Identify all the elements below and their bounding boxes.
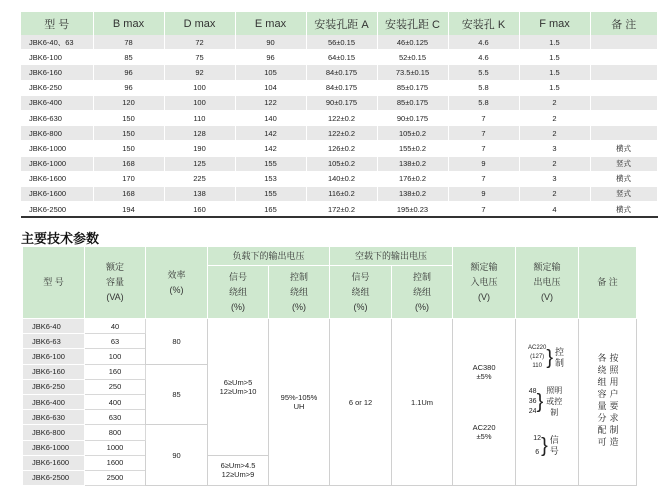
dimensions-cell: JBK6-160 bbox=[21, 65, 93, 80]
out-light-label: 照明或控制 bbox=[546, 386, 563, 418]
header-capacity-l3: (VA) bbox=[106, 292, 124, 302]
dimensions-cell: 105 bbox=[235, 65, 306, 80]
dimensions-cell: 75 bbox=[164, 50, 235, 65]
out-signal-v2: 6 bbox=[535, 449, 540, 457]
signal-a-l1: 6≥Um>5 bbox=[223, 377, 253, 387]
input-voltage bbox=[453, 319, 516, 486]
dimensions-row bbox=[21, 80, 657, 95]
dimensions-row bbox=[21, 202, 657, 218]
load-signal-a bbox=[208, 319, 269, 456]
dimensions-header-cell: 安装孔距 A bbox=[306, 12, 377, 35]
dimensions-cell: 5.5 bbox=[448, 65, 519, 80]
dimensions-cell: 122±0.2 bbox=[306, 126, 377, 141]
dimensions-cell: 1.5 bbox=[519, 80, 590, 95]
dimensions-cell: 168 bbox=[93, 156, 164, 171]
header-load-signal-l3: (%) bbox=[231, 301, 245, 312]
dimensions-cell: 46±0.125 bbox=[377, 35, 448, 50]
dimensions-cell: 170 bbox=[93, 171, 164, 186]
dimensions-row bbox=[21, 110, 657, 125]
out-signal-group bbox=[516, 432, 578, 460]
out-light-group bbox=[516, 385, 578, 418]
dimensions-cell: 3 bbox=[519, 171, 590, 186]
dimensions-cell: 2 bbox=[519, 110, 590, 125]
dimensions-cell: 92 bbox=[164, 65, 235, 80]
header-noload-signal-l3: (%) bbox=[353, 301, 368, 312]
capacity-cell: 40 bbox=[85, 319, 146, 334]
dimensions-cell: 4.6 bbox=[448, 50, 519, 65]
capacity-cell: 160 bbox=[85, 364, 146, 379]
capacity-cell: 250 bbox=[85, 379, 146, 394]
out-control-group bbox=[516, 344, 578, 371]
header-noload-signal bbox=[330, 266, 392, 319]
dimensions-cell: 142 bbox=[235, 126, 306, 141]
header-load-control bbox=[269, 266, 330, 319]
dimensions-cell: 73.5±0.15 bbox=[377, 65, 448, 80]
dimensions-cell: 104 bbox=[235, 80, 306, 95]
dimensions-cell: 225 bbox=[164, 171, 235, 186]
dimensions-cell: 140±0.2 bbox=[306, 171, 377, 186]
model-cell: JBK6-2500 bbox=[23, 470, 85, 485]
dimensions-cell: 竖式 bbox=[590, 186, 657, 201]
dimensions-cell: 2 bbox=[519, 186, 590, 201]
model-cell: JBK6-800 bbox=[23, 425, 85, 440]
dimensions-cell: 85 bbox=[93, 50, 164, 65]
dimensions-cell: 155±0.2 bbox=[377, 141, 448, 156]
dimensions-cell: JBK6-100 bbox=[21, 50, 93, 65]
dimensions-cell: 190 bbox=[164, 141, 235, 156]
dimensions-cell: 2 bbox=[519, 126, 590, 141]
dimensions-cell: 116±0.2 bbox=[306, 186, 377, 201]
dimensions-cell: 100 bbox=[164, 80, 235, 95]
capacity-cell: 2500 bbox=[85, 470, 146, 485]
dimensions-cell bbox=[590, 35, 657, 50]
out-control-v3: 110 bbox=[532, 363, 542, 370]
model-cell: JBK6-1600 bbox=[23, 455, 85, 470]
dimensions-cell: 4 bbox=[519, 202, 590, 218]
dimensions-row bbox=[21, 50, 657, 65]
load-control bbox=[269, 319, 330, 486]
output-voltage bbox=[516, 319, 579, 486]
dimensions-cell: 56±0.15 bbox=[306, 35, 377, 50]
in-v1 bbox=[453, 363, 515, 381]
section-title: 主要技术参数 bbox=[21, 231, 100, 246]
dimensions-row bbox=[21, 95, 657, 110]
dimensions-cell: 195±0.23 bbox=[377, 202, 448, 218]
model-cell: JBK6-1000 bbox=[23, 440, 85, 455]
dimensions-cell: 2 bbox=[519, 156, 590, 171]
dimensions-cell: 96 bbox=[93, 65, 164, 80]
in-v2-l2: ±5% bbox=[476, 432, 492, 442]
dimensions-cell: 85±0.175 bbox=[377, 95, 448, 110]
out-light-v3: 24 bbox=[528, 407, 537, 415]
model-cell: JBK6-40 bbox=[23, 319, 85, 334]
in-v1-l1: AC380 bbox=[472, 363, 496, 373]
dimensions-cell bbox=[590, 126, 657, 141]
dimensions-cell: 96 bbox=[235, 50, 306, 65]
dimensions-row bbox=[21, 126, 657, 141]
dimensions-table bbox=[21, 12, 658, 218]
brace-icon: } bbox=[546, 346, 554, 369]
capacity-cell: 100 bbox=[85, 349, 146, 364]
dimensions-cell: JBK6-2500 bbox=[21, 202, 93, 218]
dimensions-header-cell: F max bbox=[519, 12, 590, 35]
out-signal-v1: 12 bbox=[533, 435, 542, 443]
header-noload-signal-l2: 绕组 bbox=[351, 286, 370, 297]
dimensions-cell: 176±0.2 bbox=[377, 171, 448, 186]
dimensions-cell: 横式 bbox=[590, 171, 657, 186]
header-noload-signal-l1: 信号 bbox=[351, 271, 370, 282]
capacity-cell: 1600 bbox=[85, 455, 146, 470]
dimensions-row bbox=[21, 171, 657, 186]
tech-params-table bbox=[22, 246, 637, 486]
dimensions-cell: 194 bbox=[93, 202, 164, 218]
dimensions-cell: 150 bbox=[93, 110, 164, 125]
dimensions-body bbox=[21, 35, 657, 217]
dimensions-cell: 5.8 bbox=[448, 95, 519, 110]
out-signal-label: 信号 bbox=[548, 435, 559, 458]
dimensions-cell: 1.5 bbox=[519, 65, 590, 80]
dimensions-cell: 90±0.175 bbox=[377, 110, 448, 125]
control-load-l2: UH bbox=[293, 402, 305, 412]
dimensions-cell: 9 bbox=[448, 186, 519, 201]
note-text: 按照用户要求制造各绕组容量分配可 bbox=[596, 353, 619, 450]
capacity-cell: 400 bbox=[85, 394, 146, 409]
header-load-control-l3: (%) bbox=[292, 301, 306, 312]
dimensions-cell: 165 bbox=[235, 202, 306, 218]
dimensions-cell: 1.5 bbox=[519, 35, 590, 50]
dimensions-cell: 7 bbox=[448, 110, 519, 125]
model-cell: JBK6-250 bbox=[23, 379, 85, 394]
dimensions-cell: 2 bbox=[519, 95, 590, 110]
header-noload-control-l2: 绕组 bbox=[413, 286, 432, 297]
dimensions-cell: 1.5 bbox=[519, 50, 590, 65]
dimensions-cell bbox=[590, 80, 657, 95]
dimensions-cell: 4.6 bbox=[448, 35, 519, 50]
dimensions-cell: 85±0.175 bbox=[377, 80, 448, 95]
dimensions-header-row bbox=[21, 12, 657, 35]
dimensions-header-cell: E max bbox=[235, 12, 306, 35]
dimensions-cell: JBK6-1000 bbox=[21, 141, 93, 156]
header-capacity-l2: 容量 bbox=[105, 277, 124, 287]
noload-signal: 6 or 12 bbox=[330, 319, 392, 486]
dimensions-cell: 168 bbox=[93, 186, 164, 201]
dimensions-cell: 150 bbox=[93, 126, 164, 141]
dimensions-header-cell: 型 号 bbox=[21, 12, 93, 35]
load-signal-b bbox=[208, 455, 269, 485]
header-in-l3: (V) bbox=[478, 292, 491, 302]
header-load-signal-l2: 绕组 bbox=[228, 286, 247, 297]
header-model: 型 号 bbox=[23, 247, 85, 319]
dimensions-cell: 150 bbox=[93, 141, 164, 156]
efficiency-85: 85 bbox=[146, 364, 208, 425]
header-noload-control bbox=[392, 266, 453, 319]
dimensions-cell: 3 bbox=[519, 141, 590, 156]
dimensions-row bbox=[21, 35, 657, 50]
dimensions-cell: 90 bbox=[235, 35, 306, 50]
dimensions-cell bbox=[590, 95, 657, 110]
header-load-signal bbox=[208, 266, 269, 319]
model-cell: JBK6-100 bbox=[23, 349, 85, 364]
header-noload-group: 空载下的输出电压 bbox=[330, 247, 453, 266]
capacity-cell: 1000 bbox=[85, 440, 146, 455]
model-cell: JBK6-630 bbox=[23, 410, 85, 425]
header-load-control-l2: 绕组 bbox=[290, 286, 309, 297]
header-in-l2: 入电压 bbox=[470, 277, 498, 287]
dimensions-header-cell: D max bbox=[164, 12, 235, 35]
dimensions-cell bbox=[590, 65, 657, 80]
dimensions-cell: 7 bbox=[448, 171, 519, 186]
dimensions-cell: 140 bbox=[235, 110, 306, 125]
dimensions-row bbox=[21, 65, 657, 80]
model-cell: JBK6-63 bbox=[23, 334, 85, 349]
dimensions-cell: 100 bbox=[164, 95, 235, 110]
dimensions-cell: 110 bbox=[164, 110, 235, 125]
dimensions-cell: 128 bbox=[164, 126, 235, 141]
dimensions-cell: 142 bbox=[235, 141, 306, 156]
dimensions-cell: 78 bbox=[93, 35, 164, 50]
signal-a-l2: 12≥Um>10 bbox=[219, 386, 257, 396]
dimensions-cell: 126±0.2 bbox=[306, 141, 377, 156]
out-light-v2: 36 bbox=[528, 397, 537, 405]
model-cell: JBK6-160 bbox=[23, 364, 85, 379]
in-v2 bbox=[453, 423, 515, 441]
header-in-l1: 额定输 bbox=[470, 262, 498, 272]
dimensions-cell: 竖式 bbox=[590, 156, 657, 171]
control-load-l1: 95%-105% bbox=[280, 393, 318, 403]
dimensions-cell: 122 bbox=[235, 95, 306, 110]
capacity-cell: 630 bbox=[85, 410, 146, 425]
dimensions-cell: 138 bbox=[164, 186, 235, 201]
dimensions-cell: 138±0.2 bbox=[377, 156, 448, 171]
dimensions-cell: JBK6-400 bbox=[21, 95, 93, 110]
dimensions-header-cell: 备 注 bbox=[590, 12, 657, 35]
header-efficiency bbox=[146, 247, 208, 319]
dimensions-cell: 160 bbox=[164, 202, 235, 218]
header-load-signal-l1: 信号 bbox=[228, 271, 247, 282]
dimensions-cell bbox=[590, 110, 657, 125]
efficiency-80: 80 bbox=[146, 319, 208, 365]
dimensions-cell: JBK6-1000 bbox=[21, 156, 93, 171]
dimensions-cell: 155 bbox=[235, 186, 306, 201]
out-control-label: 控制 bbox=[554, 346, 565, 369]
out-light-v1: 48 bbox=[528, 387, 537, 395]
dimensions-cell: 122±0.2 bbox=[306, 110, 377, 125]
dimensions-header-cell: 安装孔 K bbox=[448, 12, 519, 35]
dimensions-cell: 138±0.2 bbox=[377, 186, 448, 201]
model-cell: JBK6-400 bbox=[23, 394, 85, 409]
dimensions-cell: JBK6-40、63 bbox=[21, 35, 93, 50]
header-efficiency-l2: (%) bbox=[169, 284, 184, 295]
header-output-voltage bbox=[516, 247, 579, 319]
signal-b-l2: 12≥Um>9 bbox=[221, 470, 255, 480]
header-out-l2: 出电压 bbox=[533, 277, 561, 287]
note-cell bbox=[579, 319, 637, 486]
efficiency-90: 90 bbox=[146, 425, 208, 486]
dimensions-row bbox=[21, 141, 657, 156]
dimensions-cell: 125 bbox=[164, 156, 235, 171]
dimensions-cell: 52±0.15 bbox=[377, 50, 448, 65]
dimensions-cell: 153 bbox=[235, 171, 306, 186]
in-v1-l2: ±5% bbox=[476, 372, 492, 382]
dimensions-cell bbox=[590, 50, 657, 65]
header-capacity bbox=[85, 247, 146, 319]
in-v2-l1: AC220 bbox=[472, 423, 496, 433]
out-control-v2: (127) bbox=[530, 354, 545, 361]
dimensions-cell: JBK6-1600 bbox=[21, 186, 93, 201]
dimensions-header-cell: B max bbox=[93, 12, 164, 35]
dimensions-cell: 横式 bbox=[590, 141, 657, 156]
dimensions-cell: 5.8 bbox=[448, 80, 519, 95]
dimensions-cell: 84±0.175 bbox=[306, 65, 377, 80]
dimensions-cell: 105±0.2 bbox=[377, 126, 448, 141]
dimensions-cell: 96 bbox=[93, 80, 164, 95]
dimensions-header-cell: 安装孔距 C bbox=[377, 12, 448, 35]
header-out-l3: (V) bbox=[541, 292, 554, 302]
dimensions-cell: JBK6-630 bbox=[21, 110, 93, 125]
header-noload-control-l3: (%) bbox=[415, 301, 430, 312]
capacity-cell: 800 bbox=[85, 425, 146, 440]
header-load-control-l1: 控制 bbox=[290, 271, 309, 282]
header-noload-control-l1: 控制 bbox=[413, 271, 432, 282]
dimensions-cell: 172±0.2 bbox=[306, 202, 377, 218]
capacity-cell: 63 bbox=[85, 334, 146, 349]
dimensions-cell: 155 bbox=[235, 156, 306, 171]
dimensions-cell: JBK6-800 bbox=[21, 126, 93, 141]
header-note: 备 注 bbox=[579, 247, 637, 319]
dimensions-cell: 105±0.2 bbox=[306, 156, 377, 171]
dimensions-cell: 72 bbox=[164, 35, 235, 50]
dimensions-cell: 84±0.175 bbox=[306, 80, 377, 95]
header-out-l1: 额定输 bbox=[533, 262, 561, 272]
dimensions-cell: 横式 bbox=[590, 202, 657, 218]
header-load-group: 负载下的输出电压 bbox=[208, 247, 330, 266]
header-efficiency-l1: 效率 bbox=[167, 269, 186, 280]
dimensions-cell: 90±0.175 bbox=[306, 95, 377, 110]
dimensions-cell: JBK6-250 bbox=[21, 80, 93, 95]
dimensions-cell: 9 bbox=[448, 156, 519, 171]
dimensions-cell: 7 bbox=[448, 202, 519, 218]
dimensions-cell: 7 bbox=[448, 126, 519, 141]
dimensions-row bbox=[21, 186, 657, 201]
dimensions-cell: 7 bbox=[448, 141, 519, 156]
dimensions-cell: 64±0.15 bbox=[306, 50, 377, 65]
noload-control: 1.1Um bbox=[392, 319, 453, 486]
header-input-voltage bbox=[453, 247, 516, 319]
header-capacity-l1: 额定 bbox=[105, 262, 124, 272]
signal-b-l1: 6≥Um>4.5 bbox=[220, 461, 256, 471]
dimensions-row bbox=[21, 156, 657, 171]
dimensions-cell: JBK6-1600 bbox=[21, 171, 93, 186]
brace-icon: } bbox=[536, 390, 544, 413]
out-control-v1: AC220 bbox=[528, 345, 547, 352]
brace-icon: } bbox=[541, 435, 548, 458]
dimensions-cell: 120 bbox=[93, 95, 164, 110]
